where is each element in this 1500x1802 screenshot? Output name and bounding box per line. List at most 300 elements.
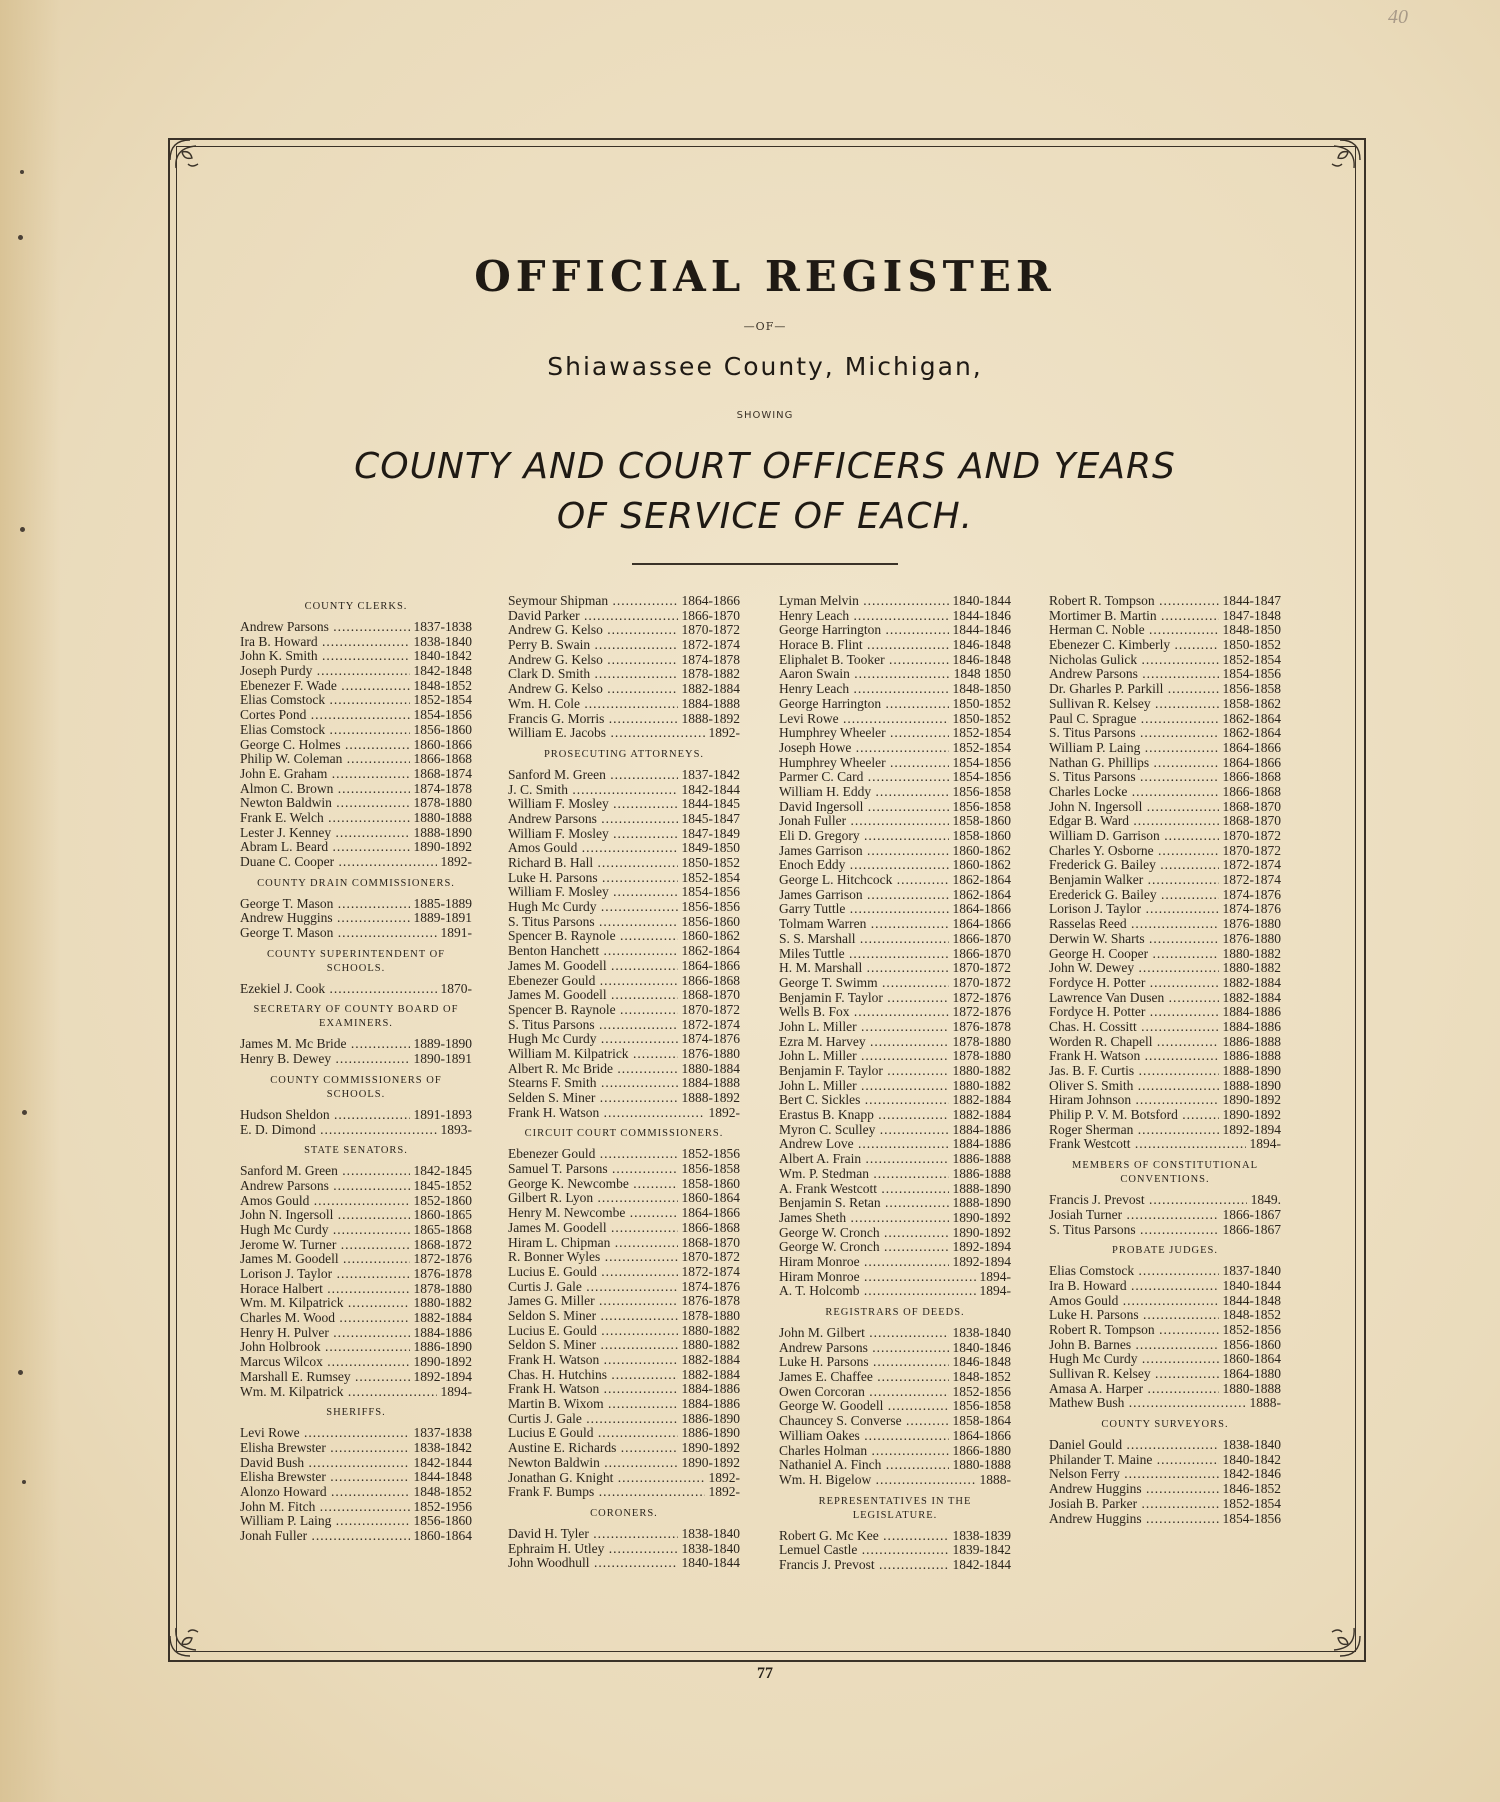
officer-name: Andrew Parsons ..... bbox=[1049, 667, 1219, 682]
officer-name: Joseph Howe ..... bbox=[779, 741, 949, 756]
register-entry bbox=[240, 1529, 472, 1544]
service-years: 1892- bbox=[708, 726, 740, 741]
service-years: 1838-1840 bbox=[681, 1526, 740, 1541]
service-years: 1856-1858 bbox=[952, 784, 1011, 799]
service-years: 1872-1874 bbox=[681, 638, 740, 653]
service-years: 1852-1860 bbox=[413, 1193, 472, 1208]
service-years: 1852-1856 bbox=[681, 1147, 740, 1162]
register-entry bbox=[240, 664, 472, 679]
service-years: 1886-1888 bbox=[952, 1152, 1011, 1167]
register-entry bbox=[779, 1049, 1011, 1064]
officer-name: Erederick G. Bailey ..... bbox=[1049, 888, 1219, 903]
register-entry bbox=[240, 635, 472, 650]
service-years: 1889-1890 bbox=[413, 1037, 472, 1052]
register-entry bbox=[779, 1414, 1011, 1429]
register-entry bbox=[779, 976, 1011, 991]
service-years: 1860-1864 bbox=[413, 1529, 472, 1543]
register-entry bbox=[240, 1238, 472, 1253]
service-years: 1876-1880 bbox=[1222, 931, 1281, 946]
officer-name: Andrew G. Kelso ..... bbox=[508, 623, 678, 638]
paper-speck bbox=[18, 1370, 23, 1375]
officer-name: David Ingersoll ..... bbox=[779, 800, 949, 815]
register-entry bbox=[240, 723, 472, 738]
service-years: 1890-1892 bbox=[952, 1225, 1011, 1240]
register-entry bbox=[1049, 1352, 1281, 1367]
register-entry bbox=[779, 961, 1011, 976]
officer-name: S. Titus Parsons ..... bbox=[1049, 726, 1219, 741]
officer-name: Sanford M. Green ..... bbox=[508, 768, 678, 783]
service-years: 1880-1888 bbox=[413, 810, 472, 825]
subtitle-line-1: COUNTY AND COURT OFFICERS AND YEARS bbox=[354, 446, 1176, 487]
officer-name: S. Titus Parsons ..... bbox=[1049, 1223, 1219, 1238]
officer-name: Levi Rowe ..... bbox=[240, 1426, 410, 1441]
service-years: 1870-1872 bbox=[1222, 829, 1281, 843]
service-years: 1850-1852 bbox=[1222, 638, 1281, 653]
register-entry bbox=[1049, 1438, 1281, 1453]
register-entry bbox=[779, 1035, 1011, 1050]
service-years: 1850-1852 bbox=[952, 696, 1011, 711]
service-years: 1880-1882 bbox=[681, 1338, 740, 1353]
register-entry bbox=[1049, 1064, 1281, 1079]
register-entry bbox=[779, 1123, 1011, 1138]
corner-ornament bbox=[168, 1614, 212, 1658]
service-years: 1854-1856 bbox=[952, 755, 1011, 770]
officer-name: William F. Mosley ..... bbox=[508, 797, 678, 812]
register-entry bbox=[508, 1324, 740, 1339]
register-entry bbox=[240, 738, 472, 753]
service-years: 1890-1892 bbox=[413, 840, 472, 855]
register-entry bbox=[240, 1052, 472, 1067]
officer-name: William D. Garrison ..... bbox=[1049, 829, 1219, 844]
service-years: 1874-1878 bbox=[681, 652, 740, 667]
register-column-4 bbox=[1049, 594, 1281, 1526]
register-entry bbox=[240, 911, 472, 926]
officer-name: Spencer B. Raynole ..... bbox=[508, 1003, 678, 1018]
register-entry bbox=[1049, 976, 1281, 991]
register-entry bbox=[240, 1194, 472, 1209]
register-entry bbox=[1049, 726, 1281, 741]
service-years: 1856-1860 bbox=[1222, 1337, 1281, 1352]
officer-name: John M. Fitch ..... bbox=[240, 1500, 410, 1515]
officer-name: S. Titus Parsons ..... bbox=[508, 915, 678, 930]
register-entry bbox=[779, 667, 1011, 682]
officer-name: Hiram Monroe ..... bbox=[779, 1270, 976, 1285]
register-entry bbox=[779, 1005, 1011, 1020]
service-years: 1884-1886 bbox=[1222, 1019, 1281, 1034]
officer-name: Alonzo Howard ..... bbox=[240, 1485, 410, 1500]
paper-speck bbox=[22, 1480, 26, 1484]
service-years: 1878-1880 bbox=[952, 1049, 1011, 1064]
officer-name: Henry M. Newcombe ..... bbox=[508, 1206, 678, 1221]
service-years: 1860-1862 bbox=[952, 858, 1011, 873]
officer-name: Lyman Melvin ..... bbox=[779, 594, 949, 609]
register-entry bbox=[1049, 785, 1281, 800]
register-entry bbox=[1049, 800, 1281, 815]
officer-name: Bert C. Sickles ..... bbox=[779, 1093, 949, 1108]
county-name: Shiawassee County, Michigan, bbox=[547, 352, 983, 381]
register-entry bbox=[240, 649, 472, 664]
service-years: 1844-1848 bbox=[1222, 1293, 1281, 1308]
service-years: 1838-1839 bbox=[952, 1528, 1011, 1543]
officer-name: Lucius E Gould ..... bbox=[508, 1426, 678, 1441]
service-years: 1862-1864 bbox=[1222, 726, 1281, 741]
register-entry bbox=[779, 873, 1011, 888]
officer-name: George L. Hitchcock ..... bbox=[779, 873, 949, 888]
officer-name: Luke H. Parsons ..... bbox=[1049, 1308, 1219, 1323]
service-years: 1840-1842 bbox=[413, 649, 472, 664]
register-entry bbox=[240, 620, 472, 635]
register-entry bbox=[508, 1527, 740, 1542]
officer-name: John Woodhull ..... bbox=[508, 1556, 678, 1571]
service-years: 1864-1866 bbox=[952, 917, 1011, 932]
officer-name: Benton Hanchett ..... bbox=[508, 944, 678, 959]
officer-name: Jonah Fuller ..... bbox=[240, 1529, 410, 1544]
register-entry bbox=[508, 609, 740, 624]
register-entry bbox=[508, 653, 740, 668]
service-years: 1866-1867 bbox=[1222, 1207, 1281, 1222]
officer-name: S. S. Marshall ..... bbox=[779, 932, 949, 947]
register-entry bbox=[1049, 1005, 1281, 1020]
service-years: 1850-1852 bbox=[952, 711, 1011, 726]
register-entry bbox=[1049, 1294, 1281, 1309]
corner-ornament bbox=[168, 138, 212, 182]
page-subtitle bbox=[176, 442, 1354, 542]
service-years: 1839-1842 bbox=[952, 1543, 1011, 1558]
service-years: 1884-1886 bbox=[1222, 1005, 1281, 1020]
register-entry bbox=[779, 1182, 1011, 1197]
service-years: 1856-1856 bbox=[681, 900, 740, 915]
service-years: 1856-1858 bbox=[681, 1162, 740, 1177]
service-years: 1872-1874 bbox=[681, 1264, 740, 1279]
register-entry bbox=[1049, 917, 1281, 932]
register-entry bbox=[508, 841, 740, 856]
register-entry bbox=[1049, 712, 1281, 727]
register-entry bbox=[508, 1047, 740, 1062]
service-years: 1862-1864 bbox=[1222, 711, 1281, 726]
register-entry bbox=[508, 1177, 740, 1192]
register-entry bbox=[240, 1370, 472, 1385]
service-years: 1882-1884 bbox=[952, 1108, 1011, 1123]
register-entry bbox=[508, 1062, 740, 1077]
officer-name: Henry Leach ..... bbox=[779, 682, 949, 697]
officer-name: Mathew Bush ..... bbox=[1049, 1396, 1246, 1411]
officer-name: James E. Chaffee ..... bbox=[779, 1370, 949, 1385]
register-entry bbox=[508, 697, 740, 712]
service-years: 1880-1882 bbox=[413, 1296, 472, 1311]
officer-name: Lucius E. Gould ..... bbox=[508, 1324, 678, 1339]
register-entry bbox=[1049, 741, 1281, 756]
service-years: 1884-1886 bbox=[681, 1397, 740, 1412]
register-entry bbox=[240, 1514, 472, 1529]
service-years: 1842-1844 bbox=[952, 1557, 1011, 1572]
officer-name: Andrew G. Kelso ..... bbox=[508, 653, 678, 668]
officer-name: William F. Mosley ..... bbox=[508, 885, 678, 900]
register-entry bbox=[779, 991, 1011, 1006]
officer-name: Amasa A. Harper ..... bbox=[1049, 1382, 1219, 1397]
register-entry bbox=[779, 1385, 1011, 1400]
service-years: 1856-1858 bbox=[1222, 682, 1281, 697]
officer-name: Joseph Purdy ..... bbox=[240, 664, 410, 679]
officer-name: Elias Comstock ..... bbox=[1049, 1264, 1219, 1279]
service-years: 1837-1840 bbox=[1222, 1264, 1281, 1279]
register-entry bbox=[779, 858, 1011, 873]
register-entry bbox=[1049, 1123, 1281, 1138]
section-title: CIRCUIT COURT COMMISSIONERS. bbox=[524, 1128, 724, 1140]
officer-name: Richard B. Hall ..... bbox=[508, 856, 678, 871]
section-title: STATE SENATORS. bbox=[304, 1145, 408, 1157]
register-entry bbox=[779, 1558, 1011, 1573]
officer-name: E. D. Dimond ..... bbox=[240, 1123, 437, 1138]
officer-name: Andrew Parsons ..... bbox=[779, 1341, 949, 1356]
service-years: 1866-1870 bbox=[681, 608, 740, 623]
officer-name: Wm. H. Cole ..... bbox=[508, 697, 678, 712]
section-title: REGISTRARS OF DEEDS. bbox=[825, 1307, 965, 1318]
register-entry bbox=[240, 1179, 472, 1194]
register-entry bbox=[1049, 594, 1281, 609]
officer-name: Ebenezer Gould ..... bbox=[508, 974, 678, 989]
service-years: 1892-1894 bbox=[1222, 1122, 1281, 1137]
officer-name: Wm. P. Stedman ..... bbox=[779, 1167, 949, 1182]
register-entry bbox=[508, 797, 740, 812]
register-entry bbox=[779, 917, 1011, 932]
service-years: 1865-1868 bbox=[413, 1222, 472, 1237]
service-years: 1842-1844 bbox=[413, 1455, 472, 1470]
officer-name: Benjamin Walker ..... bbox=[1049, 873, 1219, 888]
officer-name: George W. Cronch ..... bbox=[779, 1240, 949, 1255]
service-years: 1849. bbox=[1250, 1193, 1281, 1208]
officer-name: George W. Cronch ..... bbox=[779, 1226, 949, 1241]
register-entry bbox=[508, 900, 740, 915]
register-entry bbox=[1049, 1497, 1281, 1512]
register-entry bbox=[1049, 1279, 1281, 1294]
officer-name: Josiah Turner ..... bbox=[1049, 1208, 1219, 1223]
service-years: 1844-1846 bbox=[952, 608, 1011, 623]
service-years: 1848-1852 bbox=[952, 1370, 1011, 1385]
register-entry bbox=[779, 1458, 1011, 1473]
register-entry bbox=[779, 888, 1011, 903]
service-years: 1858-1862 bbox=[1222, 696, 1281, 711]
officer-name: Daniel Gould ..... bbox=[1049, 1438, 1219, 1453]
register-entry bbox=[779, 623, 1011, 638]
officer-name: Samuel T. Parsons ..... bbox=[508, 1162, 678, 1177]
service-years: 1844-1847 bbox=[1222, 594, 1281, 608]
service-years: 1846-1848 bbox=[952, 638, 1011, 653]
service-years: 1864-1866 bbox=[952, 902, 1011, 917]
service-years: 1852-1854 bbox=[1222, 1496, 1281, 1511]
service-years: 1854-1856 bbox=[1222, 667, 1281, 682]
register-entry bbox=[1049, 814, 1281, 829]
register-entry bbox=[508, 915, 740, 930]
register-entry bbox=[508, 682, 740, 697]
officer-name: Henry H. Pulver ..... bbox=[240, 1326, 410, 1341]
register-entry bbox=[1049, 1382, 1281, 1397]
section-title: PROSECUTING ATTORNEYS. bbox=[543, 748, 705, 760]
officer-name: James Garrison ..... bbox=[779, 888, 949, 903]
register-entry bbox=[240, 1123, 472, 1138]
section-title: SHERIFFS. bbox=[326, 1407, 386, 1419]
officer-name: Sullivan R. Kelsey ..... bbox=[1049, 697, 1219, 712]
service-years: 1885-1889 bbox=[413, 896, 472, 911]
service-years: 1886-1888 bbox=[1222, 1049, 1281, 1064]
officer-name: Horace Halbert ..... bbox=[240, 1282, 410, 1297]
service-years: 1842-1844 bbox=[681, 782, 740, 797]
register-entry bbox=[240, 855, 472, 870]
officer-name: James Garrison ..... bbox=[779, 844, 949, 859]
register-entry bbox=[1049, 653, 1281, 668]
officer-name: Nathan G. Phillips ..... bbox=[1049, 756, 1219, 771]
officer-name: Aaron Swain ..... bbox=[779, 667, 950, 682]
register-entry bbox=[240, 796, 472, 811]
service-years: 1876-1878 bbox=[413, 1267, 472, 1281]
page-title: OFFICIAL REGISTER bbox=[474, 252, 1056, 301]
register-entry bbox=[779, 1444, 1011, 1459]
register-entry bbox=[1049, 1020, 1281, 1035]
officer-name: Lorison J. Taylor ..... bbox=[1049, 902, 1219, 917]
corner-pencil-note: 40 bbox=[1388, 6, 1408, 28]
register-entry bbox=[508, 1382, 740, 1397]
officer-name: Elias Comstock ..... bbox=[240, 723, 410, 738]
register-entry bbox=[1049, 947, 1281, 962]
register-entry bbox=[508, 783, 740, 798]
register-entry bbox=[779, 756, 1011, 771]
service-years: 1872-1874 bbox=[681, 1017, 740, 1032]
officer-name: George W. Goodell ..... bbox=[779, 1399, 949, 1414]
service-years: 1840-1844 bbox=[952, 594, 1011, 608]
officer-name: Benjamin F. Taylor ..... bbox=[779, 1064, 949, 1079]
officer-name: Robert R. Tompson ..... bbox=[1049, 594, 1219, 609]
service-years: 1892- bbox=[440, 855, 472, 869]
service-years: 1837-1838 bbox=[413, 620, 472, 634]
service-years: 1868-1874 bbox=[413, 766, 472, 781]
officer-name: Erastus B. Knapp ..... bbox=[779, 1108, 949, 1123]
officer-name: Charles Holman ..... bbox=[779, 1444, 949, 1459]
officer-name: Hudson Sheldon ..... bbox=[240, 1108, 410, 1123]
officer-name: Hugh Mc Curdy ..... bbox=[508, 900, 678, 915]
service-years: 1894- bbox=[440, 1384, 472, 1399]
officer-name: Lester J. Kenney ..... bbox=[240, 826, 410, 841]
service-years: 1852-1856 bbox=[1222, 1322, 1281, 1337]
officer-name: Hugh Mc Curdy ..... bbox=[508, 1032, 678, 1047]
officer-name: Frank H. Watson ..... bbox=[508, 1106, 705, 1121]
service-years: 1870-1872 bbox=[1222, 843, 1281, 858]
service-years: 1892-1894 bbox=[952, 1240, 1011, 1255]
register-entry bbox=[508, 1485, 740, 1500]
service-years: 1848 1850 bbox=[953, 667, 1011, 682]
paper-speck bbox=[18, 235, 23, 240]
officer-name: Wm. M. Kilpatrick ..... bbox=[240, 1296, 410, 1311]
service-years: 1860-1862 bbox=[681, 929, 740, 944]
register-entry bbox=[1049, 1049, 1281, 1064]
register-entry bbox=[508, 1456, 740, 1471]
register-entry bbox=[240, 897, 472, 912]
service-years: 1845-1847 bbox=[681, 811, 740, 826]
officer-name: Andrew G. Kelso ..... bbox=[508, 682, 678, 697]
service-years: 1866-1868 bbox=[681, 1220, 740, 1235]
register-entry bbox=[240, 1385, 472, 1400]
register-entry bbox=[508, 944, 740, 959]
officer-name: Ezra M. Harvey ..... bbox=[779, 1035, 949, 1050]
officer-name: William P. Laing ..... bbox=[1049, 741, 1219, 756]
register-entry bbox=[1049, 1396, 1281, 1411]
service-years: 1882-1884 bbox=[1222, 975, 1281, 990]
service-years: 1886-1890 bbox=[413, 1340, 472, 1355]
service-years: 1856-1860 bbox=[413, 722, 472, 737]
service-years: 1890-1892 bbox=[952, 1210, 1011, 1225]
service-years: 1852-1854 bbox=[1222, 652, 1281, 667]
officer-name: Mortimer B. Martin ..... bbox=[1049, 609, 1219, 624]
officer-name: Seldon S. Miner ..... bbox=[508, 1309, 678, 1324]
officer-name: Dr. Gharles P. Parkill ..... bbox=[1049, 682, 1219, 697]
officer-name: Luke H. Parsons ..... bbox=[779, 1355, 949, 1370]
service-years: 1894- bbox=[979, 1284, 1011, 1299]
service-years: 1870-1872 bbox=[681, 1250, 740, 1265]
officer-name: Frank H. Watson ..... bbox=[508, 1353, 678, 1368]
register-entry bbox=[240, 1500, 472, 1515]
officer-name: Benjamin F. Taylor ..... bbox=[779, 991, 949, 1006]
officer-name: James M. Goodell ..... bbox=[508, 988, 678, 1003]
register-entry bbox=[240, 1470, 472, 1485]
register-entry bbox=[1049, 1308, 1281, 1323]
register-entry bbox=[240, 1326, 472, 1341]
officer-name: Frederick G. Bailey ..... bbox=[1049, 858, 1219, 873]
register-entry bbox=[779, 1473, 1011, 1488]
register-entry bbox=[779, 829, 1011, 844]
officer-name: William Oakes ..... bbox=[779, 1429, 949, 1444]
service-years: 1860-1865 bbox=[413, 1208, 472, 1223]
register-entry bbox=[779, 1326, 1011, 1341]
register-entry bbox=[779, 844, 1011, 859]
register-entry bbox=[240, 1340, 472, 1355]
officer-name: Hiram L. Chipman ..... bbox=[508, 1236, 678, 1251]
register-entry bbox=[508, 638, 740, 653]
officer-name: H. M. Marshall ..... bbox=[779, 961, 949, 976]
register-entry bbox=[779, 653, 1011, 668]
service-years: 1854-1856 bbox=[681, 885, 740, 900]
service-years: 1890-1892 bbox=[1222, 1093, 1281, 1108]
officer-name: Humphrey Wheeler ..... bbox=[779, 756, 949, 771]
officer-name: Cortes Pond ..... bbox=[240, 708, 410, 723]
register-entry bbox=[779, 814, 1011, 829]
service-years: 1874-1876 bbox=[681, 1032, 740, 1047]
service-years: 1880-1882 bbox=[952, 1064, 1011, 1078]
officer-name: J. C. Smith ..... bbox=[508, 783, 678, 798]
officer-name: Jas. B. F. Curtis ..... bbox=[1049, 1064, 1219, 1079]
service-years: 1858-1860 bbox=[681, 1176, 740, 1191]
register-entry bbox=[240, 1252, 472, 1267]
register-entry bbox=[240, 1296, 472, 1311]
register-entry bbox=[1049, 1193, 1281, 1208]
officer-name: Francis J. Prevost ..... bbox=[779, 1558, 949, 1573]
service-years: 1848-1852 bbox=[413, 1484, 472, 1499]
service-years: 1838-1840 bbox=[952, 1326, 1011, 1340]
service-years: 1884-1886 bbox=[952, 1122, 1011, 1137]
section-title: REPRESENTATIVES IN THE LEGISLATURE. bbox=[818, 1495, 972, 1521]
officer-name: Ezekiel J. Cook ..... bbox=[240, 982, 437, 997]
register-entry bbox=[1049, 888, 1281, 903]
service-years: 1870-1872 bbox=[681, 1002, 740, 1017]
register-entry bbox=[779, 1255, 1011, 1270]
register-entry bbox=[508, 1147, 740, 1162]
register-entry bbox=[779, 1226, 1011, 1241]
service-years: 1866-1868 bbox=[413, 752, 472, 767]
register-entry bbox=[508, 1426, 740, 1441]
register-entry bbox=[1049, 756, 1281, 771]
service-years: 1848-1850 bbox=[952, 682, 1011, 697]
officer-name: Elisha Brewster ..... bbox=[240, 1441, 410, 1456]
service-years: 1872-1876 bbox=[413, 1252, 472, 1267]
register-entry bbox=[240, 767, 472, 782]
register-entry bbox=[779, 1108, 1011, 1123]
